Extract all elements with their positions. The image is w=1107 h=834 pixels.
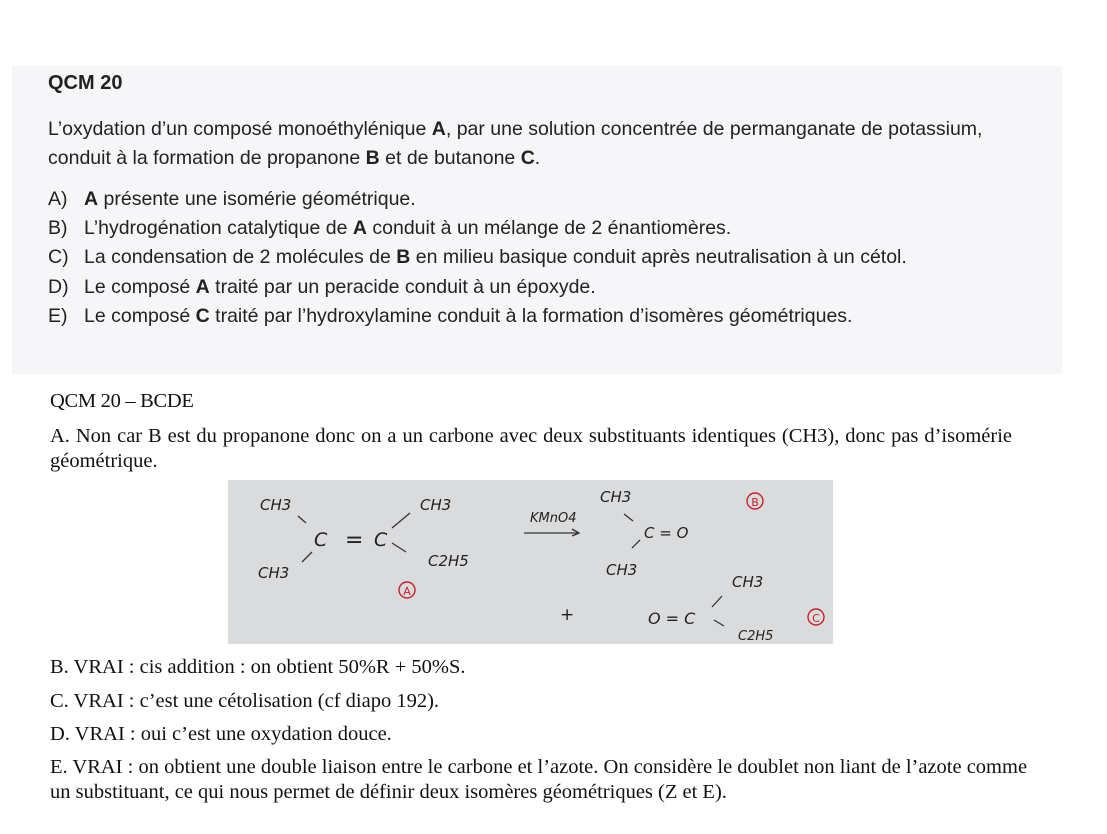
answer-e: E. VRAI : on obtient une double liaison entre le carbone et l’azote. On considère le doublet non liant de l’azote comme un substituant, ce qui nous permet de définir deux isomères géométriques (Z et E). — [50, 756, 1028, 803]
answer-b: B. VRAI : cis addition : on obtient 50%R + 50%S. — [50, 656, 466, 678]
reagent-label: KMnO4 — [530, 511, 577, 526]
ch3-bottom-left: CH3 — [258, 564, 290, 582]
option-item — [48, 276, 907, 305]
compound-letter: C — [520, 147, 535, 169]
compound-letter: A — [431, 118, 446, 140]
answer-title: QCM 20 – BCDE — [50, 390, 194, 412]
compound-letter: C — [195, 304, 210, 327]
compound-letter: B — [365, 147, 380, 169]
text-run: L’oxydation d’un composé monoéthylénique — [48, 118, 432, 140]
text-run: conduit à un mélange de 2 énantiomères. — [366, 217, 732, 240]
option-item — [48, 217, 907, 246]
reaction-scheme-photo — [228, 480, 833, 644]
bond — [712, 596, 722, 607]
bond — [392, 513, 410, 528]
bond — [624, 514, 633, 521]
text-run: La condensation de 2 molécules de — [84, 246, 397, 269]
compound-letter: A — [352, 217, 367, 240]
c2h5-label: C2H5 — [428, 552, 469, 570]
answer-a: A. Non car B est du propanone donc on a un carbone avec deux substituants identiques (CH3), donc pas d’isomérie géométrique. — [50, 425, 1012, 472]
option-letter: D) — [48, 275, 69, 298]
option-letter: A) — [48, 188, 68, 210]
c2h5-c-label: C2H5 — [738, 629, 774, 644]
text-run: en milieu basique conduit après neutralisation à un cétol. — [410, 246, 907, 269]
compound-letter: B — [396, 246, 411, 269]
ch3-b-bottom: CH3 — [606, 561, 638, 579]
question-statement — [48, 115, 1038, 173]
text-run: . — [534, 147, 541, 169]
label-c: C — [812, 612, 820, 625]
text-run: , par une solution concentrée de permanganate de potassium, conduit à la formation de propanone — [48, 118, 983, 169]
label-b: B — [751, 496, 759, 509]
answer-d: D. VRAI : oui c’est une oxydation douce. — [50, 723, 392, 745]
text-run: traité par l’hydroxylamine conduit à la formation d’isomères géométriques. — [209, 304, 853, 327]
carbon-right: C — [374, 529, 388, 551]
text-run: et de butanone — [379, 147, 521, 169]
ch3-c-top: CH3 — [732, 573, 764, 591]
ch3-top-right: CH3 — [420, 496, 452, 514]
option-letter: C) — [48, 246, 69, 269]
reaction-scheme-drawing — [228, 480, 833, 644]
text-run: traité par un peracide conduit à un époxyde. — [209, 275, 596, 298]
bond — [302, 552, 312, 562]
bond — [298, 516, 306, 523]
plus-sign: + — [560, 605, 575, 625]
compound-letter: A — [84, 188, 99, 210]
text-run: L’hydrogénation catalytique de — [84, 217, 353, 240]
text-run: Le composé — [84, 304, 196, 327]
option-letter: B) — [48, 217, 68, 240]
option-item — [48, 246, 907, 275]
text-run: présente une isomérie géométrique. — [98, 188, 416, 210]
ch3-b-top: CH3 — [600, 488, 632, 506]
double-bond-sign: = — [345, 528, 364, 553]
option-letter: E) — [48, 304, 68, 327]
ch3-top-left: CH3 — [260, 496, 292, 514]
ketone-c: O = C — [648, 609, 696, 628]
question-title: QCM 20 — [48, 72, 123, 94]
bond — [714, 620, 724, 626]
option-item — [48, 305, 907, 334]
compound-letter: A — [195, 275, 210, 298]
text-run: Le composé — [84, 275, 196, 298]
ketone-b: C = O — [644, 524, 689, 542]
question-options — [48, 188, 907, 334]
option-item — [48, 188, 907, 217]
bond — [392, 543, 406, 552]
carbon-left: C — [314, 529, 328, 551]
bond — [632, 540, 640, 548]
answer-c: C. VRAI : c’est une cétolisation (cf diapo 192). — [50, 690, 440, 712]
label-a: A — [403, 585, 411, 598]
